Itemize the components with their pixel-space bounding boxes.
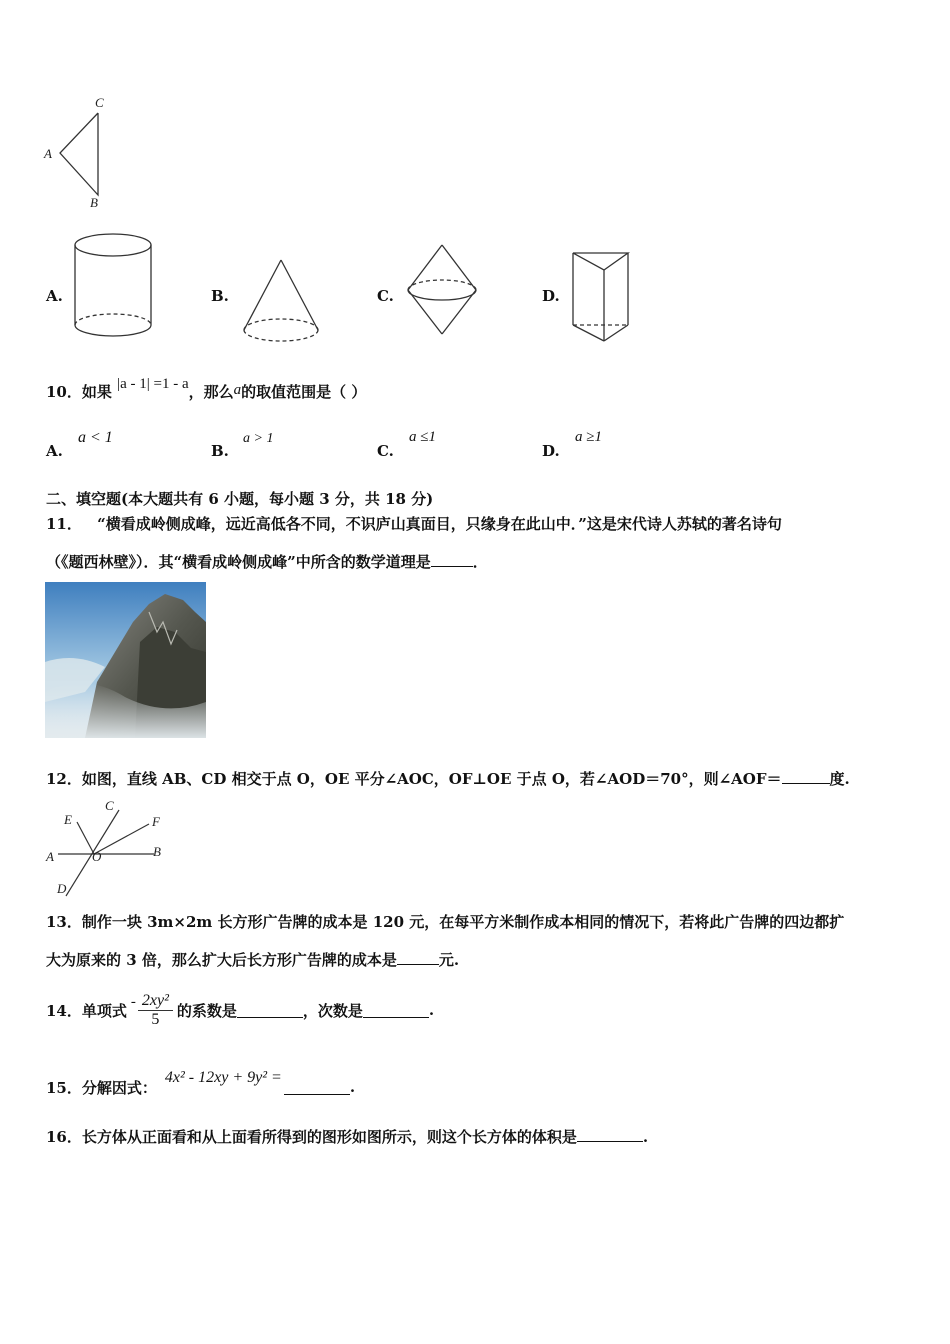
label-o: O [92,849,102,864]
q13-text-2: 大为原来的 3 倍，那么扩大后长方形广告牌的成本是 [46,951,397,969]
option-letter: A. [46,442,63,460]
q14-mid: 的系数是 [176,1001,237,1020]
option-letter: A. [46,287,63,305]
question-13-line2 [46,949,459,970]
cylinder-icon [70,230,156,342]
q10-equation: |a - 1| =1 - a [117,376,189,392]
q15-prefix: 分解因式： [81,1078,157,1097]
question-16 [46,1126,648,1147]
label-a: A [44,146,52,161]
option-letter: B. [211,442,229,460]
option-expr: a ≥1 [575,429,602,445]
q12-text: 如图，直线 AB、CD 相交于点 O，OE 平分∠AOC，OF⊥OE 于点 O，若∠AOD＝70°，则∠AOF＝ [81,770,782,788]
answer-blank[interactable] [284,1080,350,1095]
option-letter: D. [542,442,560,460]
double-cone-icon [403,240,481,338]
question-13-line1 [46,911,844,932]
option-letter: C. [377,287,394,305]
question-number: 11． [46,515,82,533]
q16-end: . [642,1128,649,1146]
question-number: 13． [46,913,82,931]
question-11-line2 [46,551,488,572]
label-b: B [90,195,98,210]
q12-end: 度. [829,770,850,788]
triangle-figure [40,95,120,215]
label-f: F [152,814,160,829]
mountain-photo [45,582,206,738]
q10-prefix: 如果 [81,383,112,401]
q14-prefix: 单项式 [81,1001,127,1020]
answer-blank[interactable] [431,552,473,567]
question-number: 14． [46,1001,82,1020]
q11-end: ． [472,553,488,571]
question-15 [46,1067,355,1107]
triangular-prism-icon [568,248,634,346]
q13-text-1: 制作一块 3m×2m 长方形广告牌的成本是 120 元，在每平方米制作成本相同的情况下，若将此广告牌的四边都扩 [81,913,845,931]
label-b: B [153,844,161,859]
q14-mid2: ，次数是 [302,1001,363,1020]
answer-blank[interactable] [577,1127,643,1142]
q10-variable: a [233,382,242,398]
q10-mid: ，那么 [188,383,234,401]
option-letter: B. [211,287,229,305]
question-number: 15． [46,1078,82,1097]
label-a: A [46,849,54,864]
section-title: 二、填空题(本大题共有 6 小题，每小题 3 分，共 18 分) [46,490,434,508]
q15-expression: 4x² - 12xy + 9y² = [164,1069,282,1086]
lines-figure [44,798,174,898]
label-e: E [64,812,72,827]
question-number: 10． [46,383,82,401]
q14-fraction [138,992,173,1029]
q14-end: . [428,1001,435,1019]
q16-text: 长方体从正面看和从上面看所得到的图形如图所示，则这个长方体的体积是 [81,1128,577,1146]
q10-suffix: 的取值范围是（ ） [241,383,367,401]
label-d: D [57,881,67,896]
question-number: 16． [46,1128,82,1146]
fraction-numerator: 2xy² [138,992,173,1011]
label-c: C [105,798,114,813]
q15-end: . [349,1078,356,1096]
label-c: C [95,95,104,110]
question-14 [46,985,434,1035]
question-10 [46,376,367,402]
mountain-icon [45,582,206,738]
question-11-line1 [46,513,782,534]
option-expr: a < 1 [78,429,113,446]
triangle-svg [40,95,120,215]
option-letter: D. [542,287,560,305]
answer-blank[interactable] [782,769,830,784]
answer-blank[interactable] [397,950,439,965]
answer-blank-degree[interactable] [363,1003,429,1018]
cone-icon [238,255,324,347]
option-expr: a ≤1 [409,429,436,445]
q13-end: 元. [438,951,460,969]
q11-text-1: “横看成岭侧成峰，远近高低各不同，不识庐山真面目，只缘身在此山中．”这是宋代诗人苏轼的著名诗句 [97,515,782,533]
option-expr: a > 1 [243,431,274,446]
q11-text-2: （《题西林壁》）．其“横看成岭侧成峰”中所含的数学道理是 [46,553,431,571]
question-12 [46,768,850,789]
option-letter: C. [377,442,394,460]
fraction-denominator: 5 [151,1010,160,1028]
question-number: 12． [46,770,82,788]
q14-sign: - [130,993,136,1010]
answer-blank-coefficient[interactable] [237,1003,303,1018]
